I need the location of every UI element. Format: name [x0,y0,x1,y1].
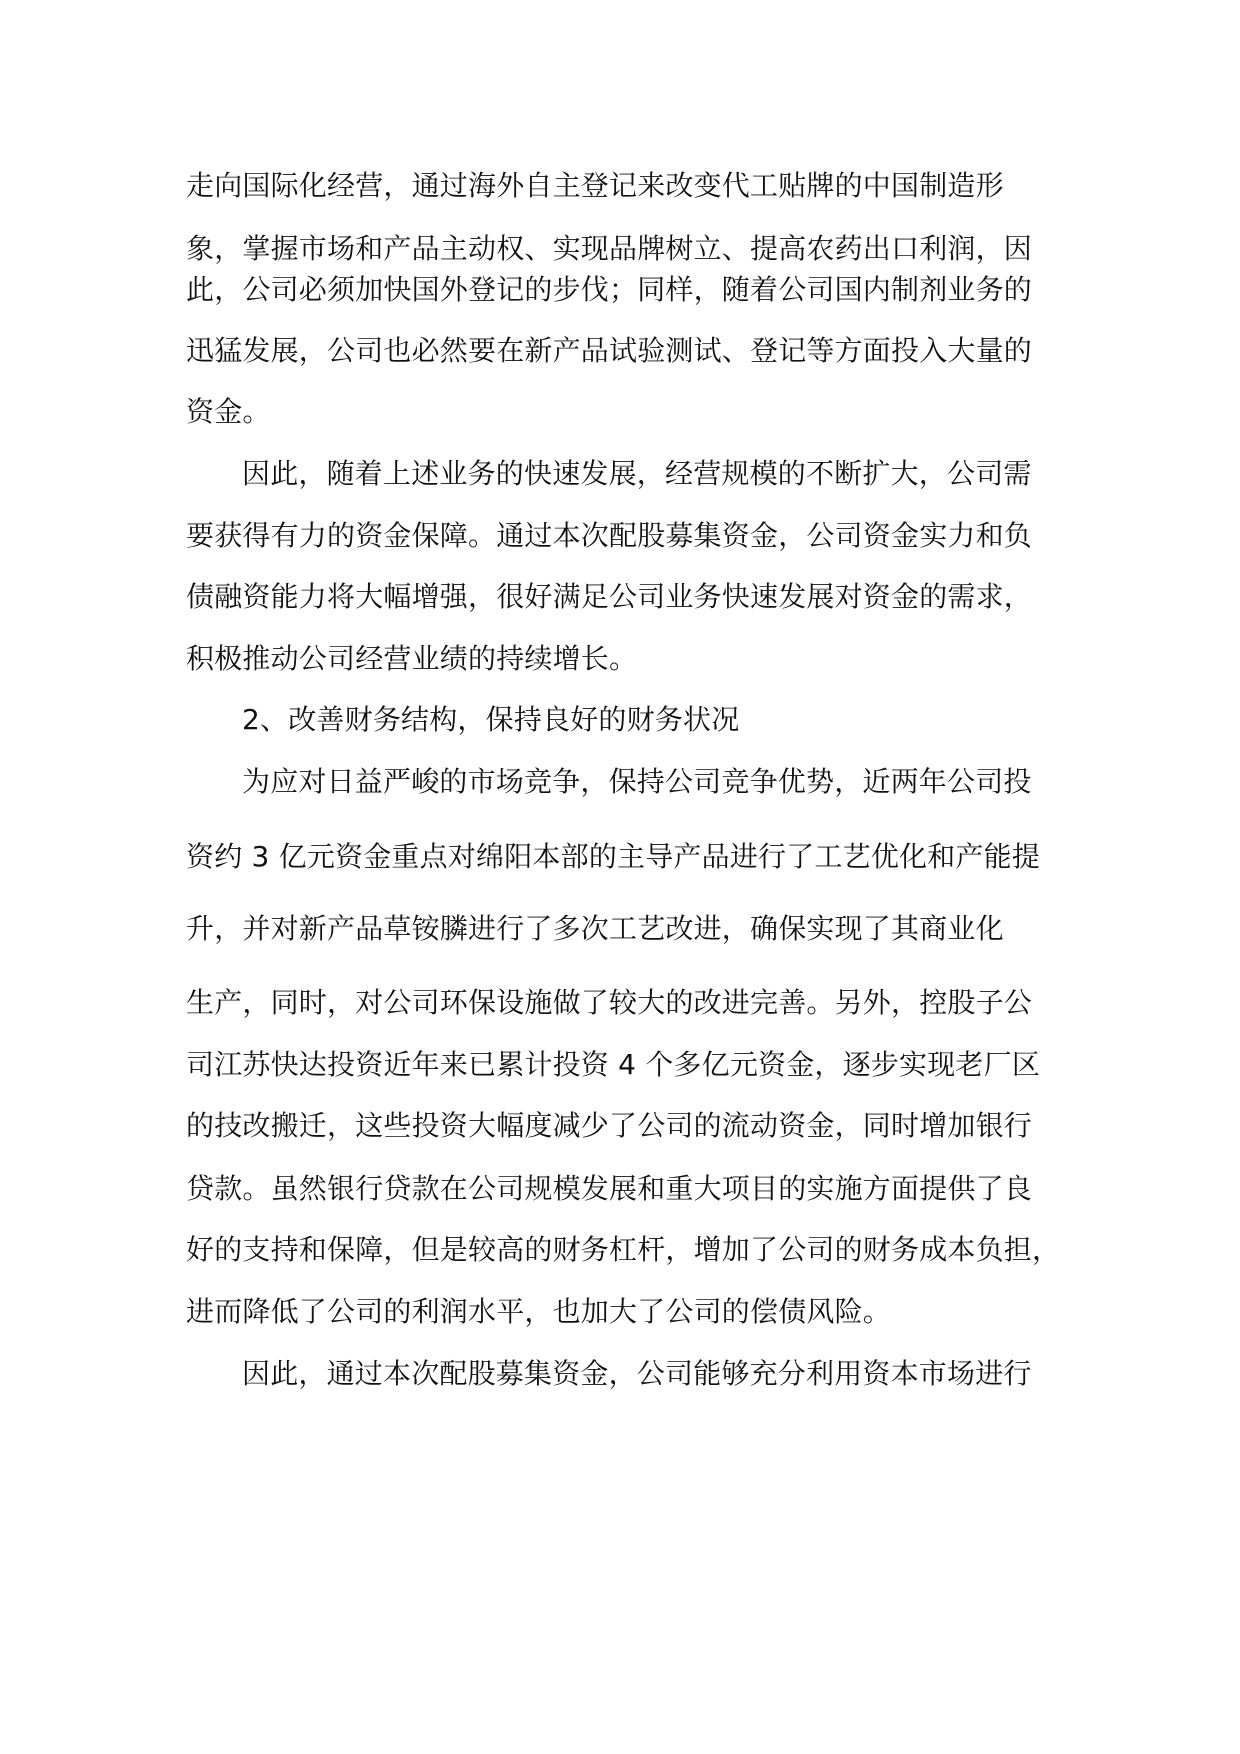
text-line: 积极推动公司经营业绩的持续增长。 [186,642,638,675]
text-line: 资约 3 亿元资金重点对绵阳本部的主导产品进行了工艺优化和产能提 [186,840,1041,873]
paragraph-first-line: 因此，通过本次配股募集资金，公司能够充分利用资本市场进行 [242,1357,1032,1390]
text-line: 好的支持和保障，但是较高的财务杠杆，增加了公司的财务成本负担， [186,1233,1061,1266]
section-heading: 2、改善财务结构，保持良好的财务状况 [242,703,740,736]
text-line: 司江苏快达投资近年来已累计投资 4 个多亿元资金，逐步实现老厂区 [186,1048,1041,1081]
text-line: 生产，同时，对公司环保设施做了较大的改进完善。另外，控股子公 [186,986,1033,1019]
text-line: 走向国际化经营，通过海外自主登记来改变代工贴牌的中国制造形 [186,169,1004,202]
text-line: 贷款。虽然银行贷款在公司规模发展和重大项目的实施方面提供了良 [186,1172,1033,1205]
text-line: 进而降低了公司的利润水平，也加大了公司的偿债风险。 [186,1295,892,1328]
text-line: 此，公司必须加快国外登记的步伐；同样，随着公司国内制剂业务的 [186,273,1033,306]
paragraph-first-line: 因此，随着上述业务的快速发展，经营规模的不断扩大，公司需 [242,457,1032,490]
text-line: 债融资能力将大幅增强，很好满足公司业务快速发展对资金的需求， [186,580,1033,613]
text-line: 的技改搬迁，这些投资大幅度减少了公司的流动资金，同时增加银行 [186,1109,1033,1142]
text-line: 升，并对新产品草铵膦进行了多次工艺改进，确保实现了其商业化 [186,912,1004,945]
paragraph-first-line: 为应对日益严峻的市场竞争，保持公司竞争优势，近两年公司投 [242,765,1032,798]
text-line: 迅猛发展，公司也必然要在新产品试验测试、登记等方面投入大量的 [186,334,1033,367]
text-line: 要获得有力的资金保障。通过本次配股募集资金，公司资金实力和负 [186,519,1033,552]
text-line: 资金。 [186,395,271,428]
text-line: 象，掌握市场和产品主动权、实现品牌树立、提高农药出口利润，因 [186,232,1033,265]
